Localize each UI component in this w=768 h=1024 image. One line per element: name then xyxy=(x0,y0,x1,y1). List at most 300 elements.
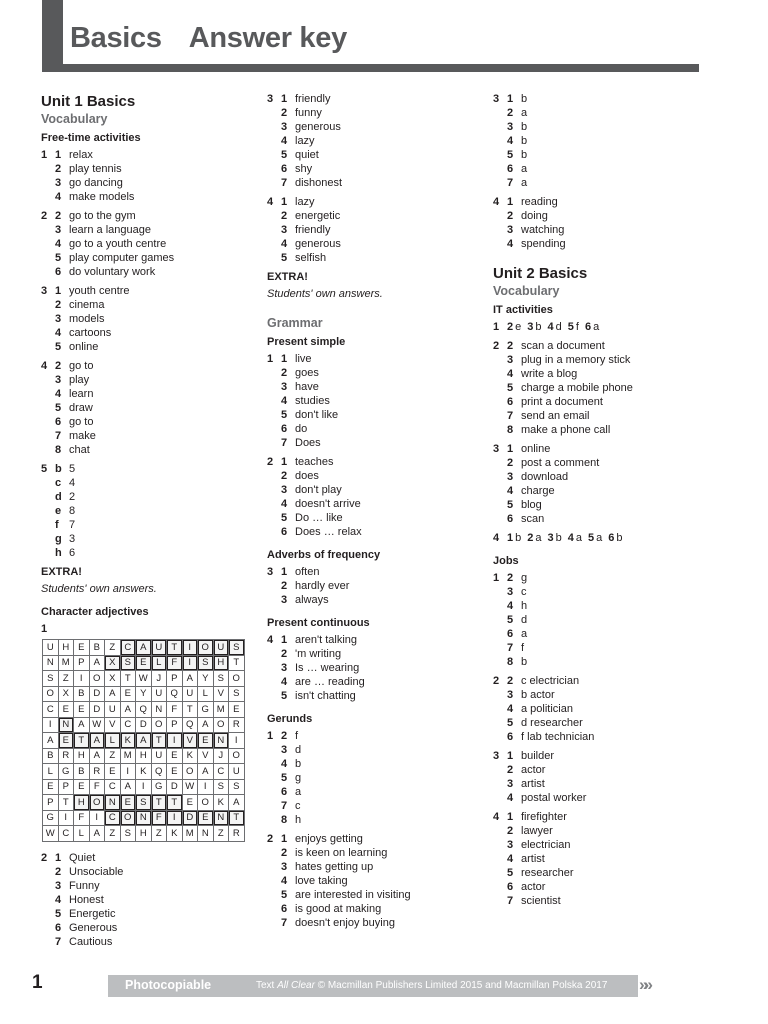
answer-row xyxy=(267,846,477,860)
item-number: 3 xyxy=(507,471,514,483)
word-search-cell: E xyxy=(74,702,90,718)
item-number: 4 xyxy=(55,238,62,250)
answer-row xyxy=(41,401,251,415)
question-number: 3 xyxy=(493,443,500,455)
item-number: 5 xyxy=(507,149,514,161)
answer-text: actor xyxy=(521,764,546,776)
answer-text: Does xyxy=(295,437,321,449)
word-search-cell: F xyxy=(151,810,167,826)
word-search-cell: O xyxy=(229,748,245,764)
answer-list xyxy=(41,359,251,457)
word-search-cell: U xyxy=(213,640,229,656)
item-number: 4 xyxy=(281,135,288,147)
answer-row xyxy=(267,408,477,422)
word-search-cell: K xyxy=(167,826,183,842)
question-number xyxy=(267,689,281,703)
word-search-cell: G xyxy=(151,779,167,795)
word-search-row xyxy=(43,733,245,749)
answer-text: live xyxy=(295,353,312,365)
answer-row xyxy=(41,546,251,560)
answer-row xyxy=(41,326,251,340)
answer-row xyxy=(41,359,251,373)
answer-list xyxy=(267,352,477,450)
word-search-cell: A xyxy=(74,717,90,733)
answer-row xyxy=(267,497,477,511)
item-number: 7 xyxy=(281,917,288,929)
answer-row xyxy=(493,395,723,409)
answer-row xyxy=(41,504,251,518)
answer-text: play xyxy=(69,374,90,386)
item-number: 5 xyxy=(588,532,595,544)
word-search-cell: M xyxy=(213,702,229,718)
item-number: 6 xyxy=(281,423,288,435)
item-number: 4 xyxy=(55,327,62,339)
item-number: 2 xyxy=(507,321,514,333)
word-search-cell: S xyxy=(120,655,136,671)
question-number xyxy=(493,120,507,134)
word-search-cell: T xyxy=(120,671,136,687)
question-number xyxy=(493,498,507,512)
answer-text: builder xyxy=(521,750,555,762)
item-number: 2 xyxy=(507,675,514,687)
word-search-cell: H xyxy=(136,748,152,764)
subheading: IT activities xyxy=(493,304,553,316)
answer-row xyxy=(267,380,477,394)
question-number xyxy=(267,408,281,422)
word-search-cell: X xyxy=(58,686,74,702)
word-search-cell: V xyxy=(213,686,229,702)
word-search-cell: J xyxy=(213,748,229,764)
answer-text: b xyxy=(521,93,528,105)
item-number: 4 xyxy=(507,238,514,250)
answer-text: play tennis xyxy=(69,163,122,175)
word-search-cell: H xyxy=(74,795,90,811)
answer-row xyxy=(267,579,477,593)
item-number: 6 xyxy=(507,163,514,175)
item-number: 5 xyxy=(507,717,514,729)
question-number xyxy=(267,661,281,675)
item-number: h xyxy=(55,547,62,559)
answer-row xyxy=(41,265,251,279)
answer-row xyxy=(41,251,251,265)
answer-row xyxy=(493,688,723,702)
item-number: 2 xyxy=(527,532,534,544)
answer-row xyxy=(267,661,477,675)
answer-row xyxy=(493,838,723,852)
word-search-cell: A xyxy=(43,733,59,749)
word-search-cell: N xyxy=(43,655,59,671)
word-search-cell: O xyxy=(213,717,229,733)
answer-text: go to xyxy=(69,416,94,428)
word-search-cell: D xyxy=(89,686,105,702)
question-number xyxy=(267,497,281,511)
answer-text: Unsociable xyxy=(69,865,124,878)
word-search-cell: R xyxy=(89,764,105,780)
word-search-cell: W xyxy=(136,671,152,687)
word-search-cell: E xyxy=(74,779,90,795)
answer-row xyxy=(267,565,477,579)
question-number xyxy=(41,401,55,415)
item-number: 4 xyxy=(281,676,288,688)
word-search-row xyxy=(43,702,245,718)
question-number xyxy=(493,702,507,716)
item-number: 1 xyxy=(507,196,514,208)
question-number xyxy=(267,134,281,148)
answer-text: online xyxy=(521,443,551,455)
question-number xyxy=(267,525,281,539)
answer-text: relax xyxy=(69,149,93,161)
item-number: 4 xyxy=(55,191,62,203)
answer-row xyxy=(267,813,477,827)
word-search-cell: E xyxy=(229,702,245,718)
answer-text: reading xyxy=(521,196,558,208)
answer-text: make models xyxy=(69,191,135,203)
word-search-cell: I xyxy=(167,810,183,826)
answer-row xyxy=(267,162,477,176)
answer-row xyxy=(267,647,477,661)
answer-text: c xyxy=(295,800,301,812)
answer-text: c electrician xyxy=(521,675,580,687)
answer-row xyxy=(493,791,723,805)
word-search-cell: I xyxy=(43,717,59,733)
question-number xyxy=(267,757,281,771)
answer-text: don't like xyxy=(295,409,339,421)
question-number xyxy=(41,326,55,340)
question-number xyxy=(493,641,507,655)
answer-text: doesn't enjoy buying xyxy=(295,917,395,929)
answer-row xyxy=(267,422,477,436)
answer-row xyxy=(267,148,477,162)
item-number: 4 xyxy=(507,135,514,147)
word-search-cell: P xyxy=(167,671,183,687)
word-search-cell: A xyxy=(120,779,136,795)
item-number: d xyxy=(55,491,62,503)
unit-heading: Unit 2 Basics xyxy=(493,265,588,282)
item-number: 8 xyxy=(507,424,514,436)
item-number: 1 xyxy=(507,532,514,544)
answer-row xyxy=(41,223,251,237)
question-number xyxy=(493,409,507,423)
answer-text: generous xyxy=(295,121,341,133)
answer-row xyxy=(493,442,723,456)
word-search-cell: L xyxy=(105,733,121,749)
word-search-cell: H xyxy=(74,748,90,764)
question-number: 4 xyxy=(267,634,274,646)
answer-text: g xyxy=(295,772,302,784)
answer-text: write a blog xyxy=(521,368,578,380)
question-number xyxy=(267,888,281,902)
answer-row xyxy=(493,571,723,585)
word-search-cell: O xyxy=(182,764,198,780)
word-search-cell: I xyxy=(74,671,90,687)
answer-row xyxy=(267,916,477,930)
answer-row xyxy=(267,92,477,106)
answer-list xyxy=(493,810,723,908)
answer-text: d xyxy=(521,614,528,626)
question-number xyxy=(41,415,55,429)
word-search-grid xyxy=(42,639,245,842)
extra-label: EXTRA! xyxy=(41,566,82,578)
item-number: 2 xyxy=(507,107,514,119)
answer-text: chat xyxy=(69,444,90,456)
answer-row xyxy=(493,498,723,512)
word-search-cell: Z xyxy=(105,748,121,764)
item-number: 2 xyxy=(507,825,514,837)
answer-text: quiet xyxy=(295,149,319,161)
question-number xyxy=(267,593,281,607)
word-search-cell: A xyxy=(229,795,245,811)
word-search-cell: S xyxy=(229,779,245,795)
answer-list xyxy=(41,462,251,560)
question-number xyxy=(267,436,281,450)
item-number: 6 xyxy=(55,266,62,278)
item-number: 4 xyxy=(281,395,288,407)
item-number: 3 xyxy=(281,381,288,393)
answer-text: is keen on learning xyxy=(295,847,388,859)
answer-text: dishonest xyxy=(295,177,343,189)
question-number xyxy=(493,237,507,251)
word-search-cell: D xyxy=(182,810,198,826)
question-number xyxy=(41,162,55,176)
word-search-row xyxy=(43,655,245,671)
word-search-cell: O xyxy=(89,671,105,687)
subheading: Adverbs of frequency xyxy=(267,549,381,561)
item-number: 8 xyxy=(55,444,62,456)
answer-text: are interested in visiting xyxy=(295,889,411,901)
word-search-cell: A xyxy=(120,702,136,718)
question-number xyxy=(493,791,507,805)
answer-row xyxy=(267,743,477,757)
answer-list xyxy=(267,565,477,607)
word-search-cell: W xyxy=(182,779,198,795)
answer-text: 'm writing xyxy=(295,648,342,660)
answer-text: aren't talking xyxy=(295,634,358,646)
answer-row xyxy=(493,763,723,777)
answer-text: b xyxy=(555,532,562,544)
answer-text: charge xyxy=(521,485,555,497)
word-search-cell: C xyxy=(43,702,59,718)
answer-text: b xyxy=(616,532,623,544)
item-number: 5 xyxy=(281,252,288,264)
inline-answers xyxy=(493,531,723,545)
word-search-cell: U xyxy=(151,686,167,702)
answer-text: online xyxy=(69,341,99,353)
answer-row xyxy=(41,312,251,326)
item-number: 2 xyxy=(507,572,514,584)
answer-row xyxy=(267,675,477,689)
word-search-cell: B xyxy=(74,686,90,702)
word-search-cell: T xyxy=(229,655,245,671)
question-number xyxy=(267,251,281,265)
item-number: f xyxy=(55,519,59,531)
word-search-cell: K xyxy=(213,795,229,811)
answer-list xyxy=(267,633,477,703)
subheading: Gerunds xyxy=(267,713,313,725)
answer-row xyxy=(41,921,251,935)
answer-text: b xyxy=(521,121,528,133)
item-number: 2 xyxy=(281,367,288,379)
item-number: 4 xyxy=(507,792,514,804)
question-number xyxy=(267,799,281,813)
answer-row xyxy=(267,888,477,902)
question-number xyxy=(493,176,507,190)
answer-row xyxy=(493,716,723,730)
item-number: 3 xyxy=(55,374,62,386)
item-number: 5 xyxy=(507,499,514,511)
word-search-cell: P xyxy=(167,717,183,733)
answer-text: artist xyxy=(521,853,545,865)
answer-row xyxy=(267,106,477,120)
word-search-cell: N xyxy=(198,826,214,842)
item-number: 3 xyxy=(55,177,62,189)
question-number xyxy=(41,312,55,326)
answer-text: go to a youth centre xyxy=(69,238,167,250)
column-1 xyxy=(41,92,251,949)
item-number: 4 xyxy=(55,388,62,400)
item-number: 6 xyxy=(608,532,615,544)
answer-list xyxy=(267,195,477,265)
item-number: 4 xyxy=(281,758,288,770)
question-number xyxy=(267,422,281,436)
answer-text: cinema xyxy=(69,299,105,311)
question-number xyxy=(267,511,281,525)
answer-text: b actor xyxy=(521,689,555,701)
word-search-row xyxy=(43,686,245,702)
question-number xyxy=(493,880,507,894)
word-search-cell: S xyxy=(120,826,136,842)
answer-text: b xyxy=(521,656,528,668)
answer-text: b xyxy=(515,532,522,544)
answer-row xyxy=(493,237,723,251)
question-number xyxy=(493,512,507,526)
word-search-cell: T xyxy=(167,640,183,656)
answer-row xyxy=(267,483,477,497)
question-number: 2 xyxy=(267,456,274,468)
answer-row xyxy=(493,894,723,908)
answer-row xyxy=(41,340,251,354)
answer-text: Cautious xyxy=(69,935,113,948)
answer-text: actor xyxy=(521,881,546,893)
item-number: 3 xyxy=(507,586,514,598)
answer-text: h xyxy=(521,600,528,612)
answer-row xyxy=(493,176,723,190)
item-number: 3 xyxy=(547,532,554,544)
answer-text: do xyxy=(295,423,308,435)
answer-text: 7 xyxy=(69,519,76,531)
question-number xyxy=(493,688,507,702)
answer-text: lawyer xyxy=(521,825,553,837)
title-rule xyxy=(42,64,699,72)
subheading: Jobs xyxy=(493,555,519,567)
answer-text: friendly xyxy=(295,93,331,105)
item-number: 3 xyxy=(507,354,514,366)
item-number: 3 xyxy=(281,861,288,873)
answer-row xyxy=(493,655,723,669)
answer-text: models xyxy=(69,313,105,325)
answer-text: Generous xyxy=(69,921,118,934)
answer-row xyxy=(493,852,723,866)
answer-row xyxy=(267,251,477,265)
answer-row xyxy=(267,195,477,209)
word-search-cell: O xyxy=(229,671,245,687)
answer-text: go to xyxy=(69,360,94,372)
word-search-cell: X xyxy=(105,655,121,671)
question-number xyxy=(267,846,281,860)
word-search-cell: V xyxy=(198,748,214,764)
question-number xyxy=(41,223,55,237)
word-search-cell: E xyxy=(198,810,214,826)
answer-text: a xyxy=(535,532,542,544)
answer-row xyxy=(493,484,723,498)
item-number: 2 xyxy=(55,360,62,372)
answer-text: researcher xyxy=(521,867,574,879)
answer-row xyxy=(41,907,251,921)
question-number: 4 xyxy=(41,360,48,372)
answer-text: watching xyxy=(521,224,565,236)
word-search-cell: F xyxy=(167,655,183,671)
question-number: 5 xyxy=(41,463,48,475)
question-number xyxy=(41,532,55,546)
answer-text: a xyxy=(593,321,600,333)
answer-text: f xyxy=(575,321,579,333)
word-search-cell: L xyxy=(198,686,214,702)
answer-text: g xyxy=(521,572,528,584)
word-search-cell: P xyxy=(43,795,59,811)
item-number: 2 xyxy=(281,847,288,859)
word-search-cell: A xyxy=(136,733,152,749)
answer-text: 4 xyxy=(69,477,76,489)
question-number xyxy=(41,546,55,560)
item-number: 4 xyxy=(55,893,62,906)
answer-list xyxy=(493,674,723,744)
answer-list xyxy=(41,148,251,204)
answer-row xyxy=(493,674,723,688)
answer-text: cartoons xyxy=(69,327,112,339)
copyright-pre: Text xyxy=(256,980,278,991)
item-number: 4 xyxy=(507,600,514,612)
answer-row xyxy=(493,777,723,791)
answer-row xyxy=(267,352,477,366)
column-3 xyxy=(493,92,723,908)
item-number: 1 xyxy=(281,93,288,105)
unit-heading: Unit 1 Basics xyxy=(41,93,136,110)
item-number: 1 xyxy=(507,811,514,823)
item-number: 7 xyxy=(507,410,514,422)
item-number: 5 xyxy=(281,772,288,784)
item-number: 7 xyxy=(507,895,514,907)
answer-row xyxy=(41,865,251,879)
extra-text: Students' own answers. xyxy=(41,583,157,595)
word-search-cell: E xyxy=(167,748,183,764)
answer-row xyxy=(267,455,477,469)
item-number: 3 xyxy=(55,313,62,325)
answer-text: hates getting up xyxy=(295,861,374,873)
answer-text: scan a document xyxy=(521,340,605,352)
answer-row xyxy=(41,162,251,176)
answer-row xyxy=(493,641,723,655)
question-number xyxy=(41,893,55,907)
word-search-row xyxy=(43,764,245,780)
answer-text: selfish xyxy=(295,252,327,264)
section-heading: Grammar xyxy=(267,316,323,330)
answer-row xyxy=(267,366,477,380)
word-search-cell: I xyxy=(58,810,74,826)
question-number xyxy=(267,380,281,394)
answer-row xyxy=(267,860,477,874)
answer-row xyxy=(493,824,723,838)
answer-row xyxy=(493,702,723,716)
question-number: 1 xyxy=(493,572,500,584)
